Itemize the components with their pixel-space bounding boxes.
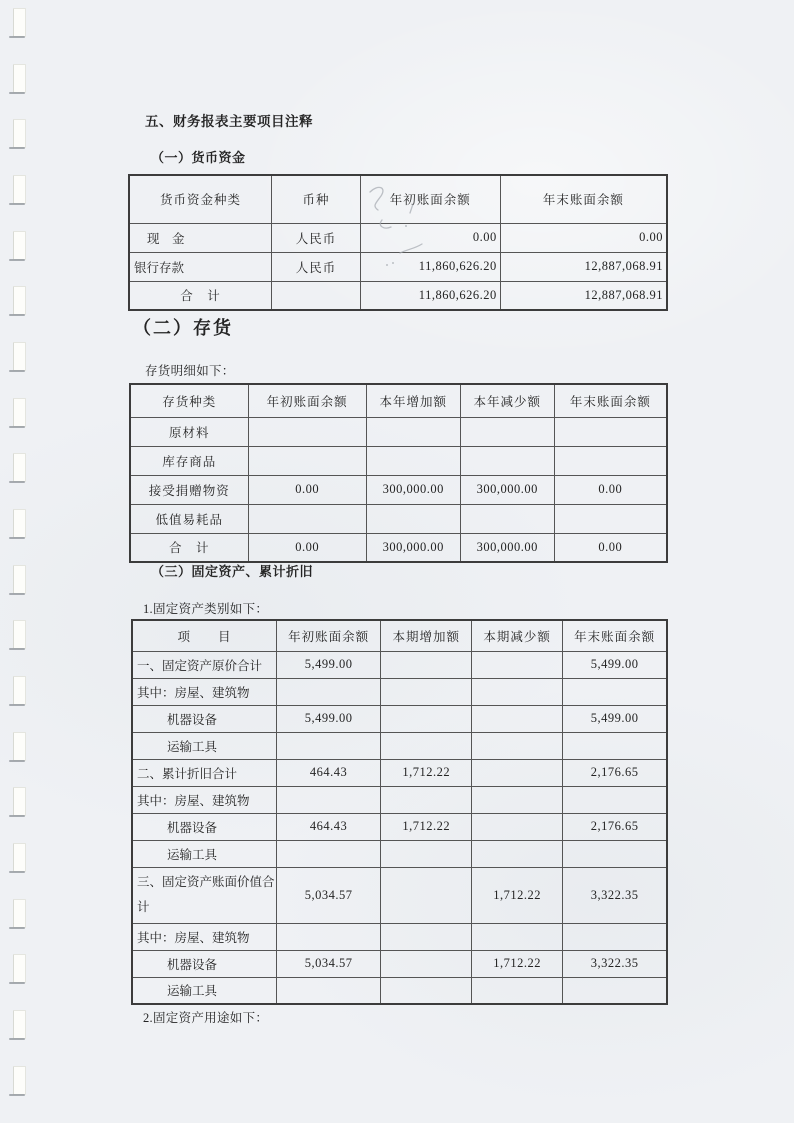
table-row [130,504,667,533]
row-label: 一、固定资产原价合计 [132,651,276,678]
binding-hole [13,1010,26,1039]
fixed-assets-categories-note: 1.固定资产类别如下： [143,602,269,616]
table-cell [276,923,380,950]
table-cell: 300,000.00 [366,475,460,504]
table-cell: 0.00 [248,475,366,504]
column-header: 项 目 [132,620,276,651]
section-inventory-title: （二）存货 [133,318,233,338]
table-cell: 11,860,626.20 [360,281,500,310]
column-header: 年末账面余额 [563,620,667,651]
table-row [132,732,667,759]
table-row [132,759,667,786]
column-header: 年末账面余额 [554,384,667,417]
table-cell [554,504,667,533]
table-row [130,533,667,562]
table-cell: 2,176.65 [563,759,667,786]
binding-hole [13,342,26,371]
table-cell [381,840,472,867]
row-label: 运输工具 [132,977,276,1004]
table-cell [381,923,472,950]
column-header: 存货种类 [130,384,248,417]
row-label: 二、累计折旧合计 [132,759,276,786]
table-cell [248,417,366,446]
table-cell [563,840,667,867]
table-row [130,417,667,446]
table-row [130,446,667,475]
table-cell: 0.00 [500,223,667,252]
column-header: 年初账面余额 [276,620,380,651]
table-cell [381,950,472,977]
table-cell: 300,000.00 [460,475,554,504]
fixed-assets-usage-note: 2.固定资产用途如下： [143,1011,269,1025]
table-cell [276,977,380,1004]
table-row [132,950,667,977]
table-header-row [132,620,667,651]
binding-hole [13,732,26,761]
table-cell: 0.00 [554,533,667,562]
table-cell [563,923,667,950]
row-label: 接受捐赠物资 [130,475,248,504]
row-label: 其中：房屋、建筑物 [132,678,276,705]
table-cell [460,446,554,475]
table-row [130,475,667,504]
table-cell: 1,712.22 [381,759,472,786]
binding-hole [13,1066,26,1095]
table-cell [381,651,472,678]
binding-hole [13,899,26,928]
table-row [132,705,667,732]
table-cell [366,417,460,446]
row-label: 机器设备 [132,813,276,840]
table-cell [472,977,563,1004]
table-cell [460,504,554,533]
table-cell: 3,322.35 [563,950,667,977]
table-cell [472,651,563,678]
table-cell [563,732,667,759]
binding-hole [13,787,26,816]
table-cell: 1,712.22 [472,950,563,977]
table-cell [381,732,472,759]
table-cell [381,977,472,1004]
table-cell [472,840,563,867]
table-cell: 5,499.00 [563,651,667,678]
binding-hole [13,676,26,705]
column-header: 年初账面余额 [248,384,366,417]
table-cell [381,678,472,705]
column-header: 年初账面余额 [360,175,500,223]
row-label: 其中：房屋、建筑物 [132,786,276,813]
binding-hole [13,8,26,37]
table-cell [472,813,563,840]
table-row [129,281,667,310]
binding-hole [13,64,26,93]
row-label: 库存商品 [130,446,248,475]
table-cell: 0.00 [248,533,366,562]
table-row [132,840,667,867]
binding-hole [13,620,26,649]
table-row [132,813,667,840]
table-cell [472,705,563,732]
binding-hole [13,954,26,983]
binding-hole [13,509,26,538]
table-cell: 5,034.57 [276,867,380,923]
binding-hole [13,231,26,260]
row-label: 机器设备 [132,705,276,732]
table-cell [472,923,563,950]
table-cell [381,705,472,732]
section-monetary-title: （一）货币资金 [151,150,246,165]
row-label: 机器设备 [132,950,276,977]
row-label: 合 计 [130,533,248,562]
table-cell [563,786,667,813]
row-label: 运输工具 [132,840,276,867]
table-cell [248,446,366,475]
table-cell: 300,000.00 [460,533,554,562]
row-label: 现 金 [129,223,272,252]
binding-hole [13,119,26,148]
table-cell: 2,176.65 [563,813,667,840]
table-cell: 5,499.00 [276,705,380,732]
table-cell [554,417,667,446]
binding-hole [13,453,26,482]
inventory-note: 存货明细如下： [145,364,235,378]
table-cell: 5,499.00 [276,651,380,678]
column-header: 本期增加额 [381,620,472,651]
inventory-table [129,383,668,563]
binding-hole [13,565,26,594]
table-cell: 人民币 [272,223,361,252]
row-label: 低值易耗品 [130,504,248,533]
table-cell: 12,887,068.91 [500,281,667,310]
table-cell: 1,712.22 [472,867,563,923]
table-cell: 人民币 [272,252,361,281]
column-header: 年末账面余额 [500,175,667,223]
table-cell [276,786,380,813]
table-cell: 464.43 [276,813,380,840]
table-cell [472,786,563,813]
table-cell [248,504,366,533]
table-cell [366,504,460,533]
table-cell [472,678,563,705]
column-header: 本期减少额 [472,620,563,651]
table-cell: 464.43 [276,759,380,786]
table-cell: 3,322.35 [563,867,667,923]
row-label: 其中：房屋、建筑物 [132,923,276,950]
table-row [132,977,667,1004]
table-row [132,923,667,950]
row-label: 三、固定资产账面价值合计 [132,867,276,923]
table-cell: 11,860,626.20 [360,252,500,281]
table-cell [276,678,380,705]
column-header: 货币资金种类 [129,175,272,223]
table-cell [460,417,554,446]
table-cell [563,678,667,705]
binding-hole [13,843,26,872]
binding-hole [13,286,26,315]
table-cell [272,281,361,310]
table-cell [563,977,667,1004]
table-cell [472,732,563,759]
binding-hole [13,175,26,204]
table-header-row [130,384,667,417]
table-cell: 1,712.22 [381,813,472,840]
table-cell: 12,887,068.91 [500,252,667,281]
column-header: 本年增加额 [366,384,460,417]
column-header: 本年减少额 [460,384,554,417]
row-label: 合 计 [129,281,272,310]
table-cell [381,867,472,923]
table-cell [381,786,472,813]
page-title: 五、财务报表主要项目注释 [145,114,313,129]
table-row [132,678,667,705]
table-cell: 300,000.00 [366,533,460,562]
table-cell [276,840,380,867]
pencil-scribble-artifact [356,182,456,282]
table-cell [276,732,380,759]
table-cell [472,759,563,786]
row-label: 银行存款 [129,252,272,281]
table-cell: 5,034.57 [276,950,380,977]
table-row [132,867,667,923]
row-label: 运输工具 [132,732,276,759]
section-fixed-assets-title: （三）固定资产、累计折旧 [151,564,314,579]
table-cell: 0.00 [554,475,667,504]
row-label: 原材料 [130,417,248,446]
table-cell [366,446,460,475]
column-header: 币种 [272,175,361,223]
table-cell: 0.00 [360,223,500,252]
binding-hole [13,398,26,427]
table-cell: 5,499.00 [563,705,667,732]
table-row [132,786,667,813]
table-cell [554,446,667,475]
table-row [132,651,667,678]
fixed-assets-table [131,619,668,1005]
